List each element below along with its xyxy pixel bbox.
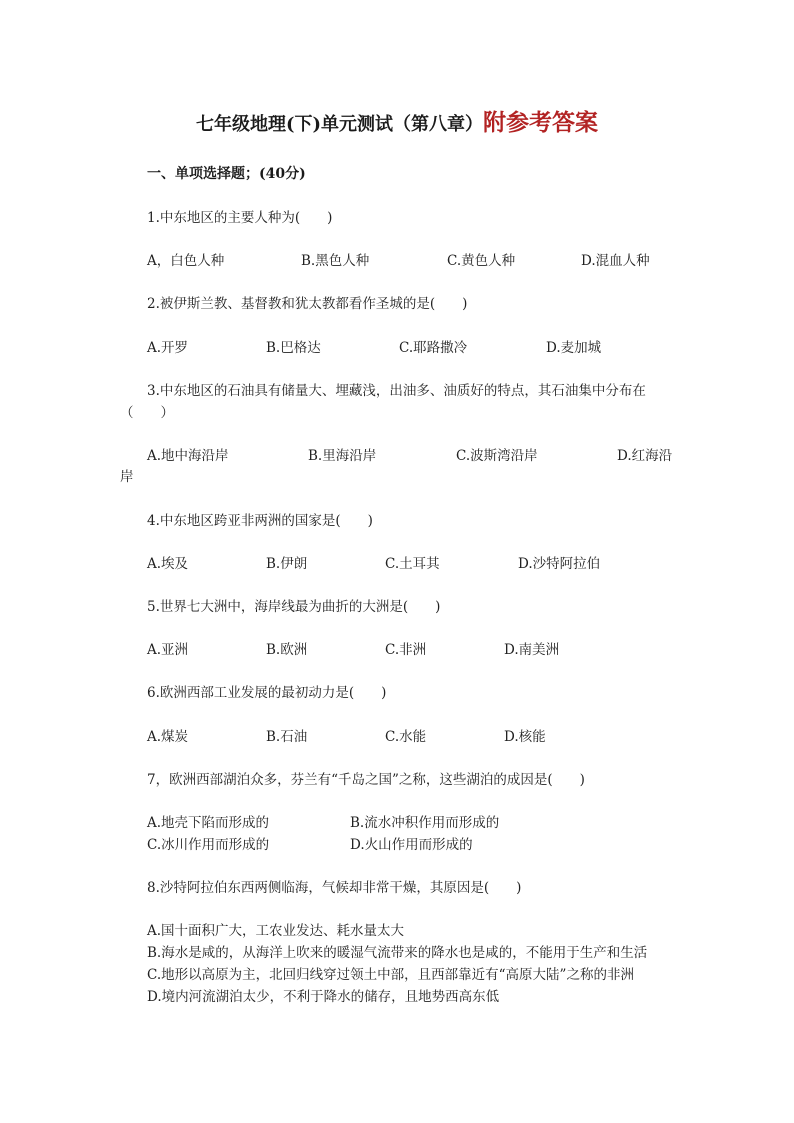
question-7-option-b: B.流水冲积作用而形成的 — [350, 815, 500, 831]
question-5-stem: 5.世界七大洲中，海岸线最为曲折的大洲是( ) — [147, 599, 441, 615]
question-4-stem: 4.中东地区跨亚非两洲的国家是( ) — [147, 513, 373, 529]
title-main: 七年级地理(下)单元测试（第八章） — [195, 114, 484, 135]
title-answer-note: 附参考答案 — [483, 109, 599, 136]
question-8-option-a: A.国十面积广大，工农业发达、耗水量太大 — [147, 923, 405, 939]
question-1-stem: 1.中东地区的主要人种为( ) — [147, 210, 333, 226]
question-1-option-d: D.混血人种 — [581, 253, 650, 269]
question-4-option-a: A.埃及 — [147, 556, 189, 572]
question-2-option-a: A.开罗 — [147, 340, 189, 356]
question-3-option-b: B.里海沿岸 — [308, 448, 377, 464]
page-title — [0, 104, 794, 137]
question-2-option-d: D.麦加城 — [546, 340, 602, 356]
question-7-option-c: C.冰川作用而形成的 — [147, 837, 270, 853]
question-8-stem: 8.沙特阿拉伯东西两侧临海，气候却非常干燥，其原因是( ) — [147, 880, 522, 896]
question-3-option-d: D.红海沿 — [617, 448, 673, 464]
question-6-option-a: A.煤炭 — [147, 729, 189, 745]
question-2-option-b: B.巴格达 — [266, 340, 321, 356]
question-6-option-d: D.核能 — [504, 729, 546, 745]
question-1-option-a: A，白色人种 — [147, 253, 225, 269]
question-8-option-b: B.海水是咸的，从海洋上吹来的暖湿气流带来的降水也是咸的，不能用于生产和生活 — [147, 945, 648, 961]
question-7-option-d: D.火山作用而形成的 — [350, 837, 473, 853]
question-4-option-c: C.土耳其 — [385, 556, 440, 572]
question-4-option-b: B.伊朗 — [266, 556, 308, 572]
question-7-stem: 7，欧洲西部湖泊众多，芬兰有“千岛之国”之称，这些湖泊的成因是( ) — [147, 772, 585, 788]
question-3-option-a: A.地中海沿岸 — [147, 448, 229, 464]
question-8-option-c: C.地形以高原为主，北回归线穿过领土中部，且西部靠近有“高原大陆”之称的非洲 — [147, 967, 634, 983]
question-2-option-c: C.耶路撒冷 — [399, 340, 468, 356]
question-1-option-b: B.黑色人种 — [301, 253, 370, 269]
question-3-stem: 3.中东地区的石油具有储量大、埋藏浅，出油多、油质好的特点，其石油集中分布在 — [147, 383, 646, 399]
question-3-option-c: C.波斯湾沿岸 — [456, 448, 538, 464]
question-7-option-a: A.地壳下陷而形成的 — [147, 815, 270, 831]
question-5-option-d: D.南美洲 — [504, 642, 560, 658]
question-3-stem-blank: （ ） — [120, 405, 174, 421]
question-8-option-d: D.境内河流湖泊太少，不利于降水的储存，且地势西高东低 — [147, 989, 500, 1005]
question-6-option-c: C.水能 — [385, 729, 427, 745]
question-3-option-d-wrap: 岸 — [120, 469, 134, 485]
question-5-option-b: B.欧洲 — [266, 642, 308, 658]
question-1-option-c: C.黄色人种 — [447, 253, 516, 269]
question-2-stem: 2.被伊斯兰教、基督教和犹太教都看作圣城的是( ) — [147, 296, 468, 312]
section-heading: 一、单项选择题；(40分) — [147, 166, 306, 182]
question-4-option-d: D.沙特阿拉伯 — [518, 556, 601, 572]
question-6-stem: 6.欧洲西部工业发展的最初动力是( ) — [147, 685, 387, 701]
question-5-option-c: C.非洲 — [385, 642, 427, 658]
question-5-option-a: A.亚洲 — [147, 642, 189, 658]
question-6-option-b: B.石油 — [266, 729, 308, 745]
